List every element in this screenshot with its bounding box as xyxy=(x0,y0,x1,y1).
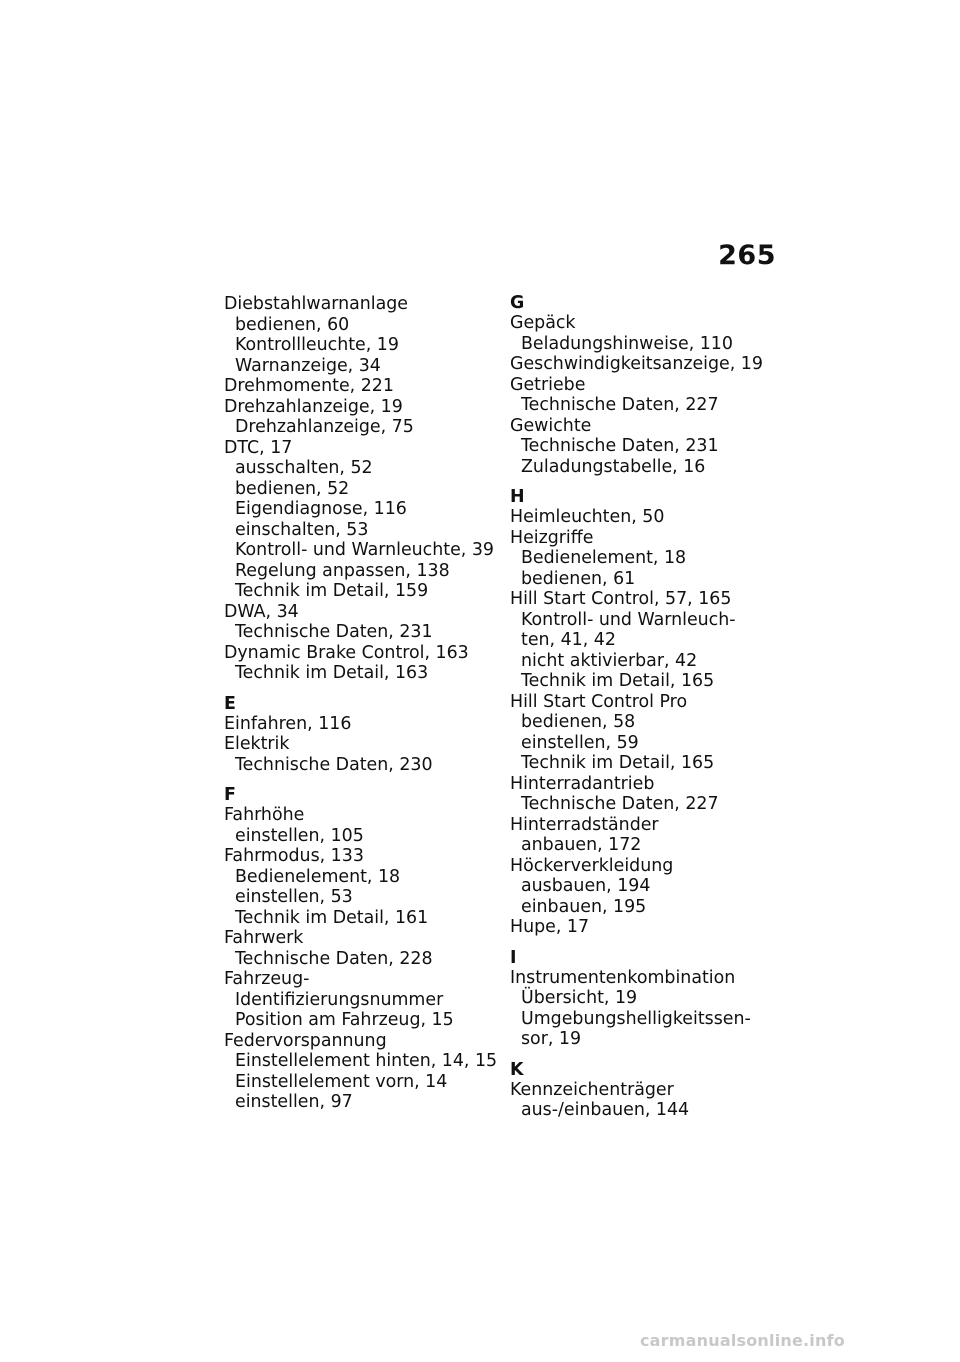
index-subentry: Kontroll- und Warnleuchte, 39 xyxy=(235,540,494,560)
index-subentry: Bedienelement, 18 xyxy=(235,866,401,887)
index-subentry: einbauen, 195 xyxy=(521,896,647,917)
index-entry: Fahrzeug- xyxy=(224,969,310,989)
index-letter-heading: G xyxy=(510,293,525,313)
index-entry: Getriebe xyxy=(510,374,586,395)
index-letter-heading: F xyxy=(224,785,236,805)
index-entry: Hupe, 17 xyxy=(510,917,590,937)
index-letter-heading: E xyxy=(224,693,236,714)
index-subentry: nicht aktivierbar, 42 xyxy=(521,650,698,671)
index-subentry: Einstellelement vorn, 14 xyxy=(235,1071,448,1092)
page-number: 265 xyxy=(718,240,776,271)
index-entry: Hinterradständer xyxy=(510,814,659,835)
index-subentry: Technik im Detail, 161 xyxy=(235,907,429,928)
index-subentry: Technik im Detail, 159 xyxy=(235,581,429,601)
index-entry: Kennzeichenträger xyxy=(510,1079,674,1100)
index-subentry: Technische Daten, 227 xyxy=(521,395,719,415)
index-subentry: Technik im Detail, 165 xyxy=(521,753,715,773)
index-entry: Höckerverkleidung xyxy=(510,855,674,876)
index-subentry: Zuladungstabelle, 16 xyxy=(521,456,706,477)
index-entry: Gewichte xyxy=(510,415,592,436)
index-subentry: ausbauen, 194 xyxy=(521,876,651,896)
index-subentry: Übersicht, 19 xyxy=(521,988,638,1008)
index-subentry: einstellen, 105 xyxy=(235,825,364,846)
index-entry: DWA, 34 xyxy=(224,601,299,622)
index-entry: Fahrwerk xyxy=(224,928,304,948)
index-letter-heading: K xyxy=(510,1059,524,1080)
index-subentry: Kontroll- und Warnleuch- xyxy=(521,609,736,630)
index-subentry: Umgebungshelligkeitssen- xyxy=(521,1008,751,1029)
index-entry: Hill Start Control Pro xyxy=(510,691,688,712)
index-entry: Diebstahlwarnanlage xyxy=(224,294,409,314)
index-subentry: Einstellelement hinten, 14, 15 xyxy=(235,1051,498,1071)
index-subentry: Eigendiagnose, 116 xyxy=(235,499,407,519)
index-entry: Hill Start Control, 57, 165 xyxy=(510,589,732,609)
index-subentry: Technische Daten, 231 xyxy=(235,622,433,642)
index-column-left xyxy=(224,294,499,1113)
index-subentry: bedienen, 52 xyxy=(235,478,350,499)
index-subentry: Position am Fahrzeug, 15 xyxy=(235,1010,454,1030)
index-subentry: bedienen, 60 xyxy=(235,314,350,335)
index-subentry: Drehzahlanzeige, 75 xyxy=(235,417,414,437)
index-subentry: Regelung anpassen, 138 xyxy=(235,560,450,581)
index-subentry: anbauen, 172 xyxy=(521,835,642,855)
index-entry: Fahrmodus, 133 xyxy=(224,846,364,866)
index-entry: Elektrik xyxy=(224,734,290,754)
index-subentry: ten, 41, 42 xyxy=(521,630,616,650)
index-entry: Federvorspannung xyxy=(224,1030,387,1051)
index-entry: Drehzahlanzeige, 19 xyxy=(224,396,403,417)
index-entry: Hinterradantrieb xyxy=(510,773,655,794)
index-subentry: Technik im Detail, 163 xyxy=(235,663,429,683)
index-entry: Gepäck xyxy=(510,313,576,333)
index-subentry: Bedienelement, 18 xyxy=(521,548,687,568)
index-subentry: einstellen, 59 xyxy=(521,732,639,753)
index-subentry: Warnanzeige, 34 xyxy=(235,355,381,376)
index-subentry: Kontrollleuchte, 19 xyxy=(235,335,399,355)
index-letter-heading: I xyxy=(510,947,517,968)
index-subentry: sor, 19 xyxy=(521,1029,582,1049)
index-entry: Fahrhöhe xyxy=(224,805,305,825)
index-subentry: Beladungshinweise, 110 xyxy=(521,333,733,354)
index-column-right xyxy=(510,294,770,1121)
index-entry: Heizgriffe xyxy=(510,527,594,548)
index-entry: Dynamic Brake Control, 163 xyxy=(224,642,469,663)
index-subentry: Identifizierungsnummer xyxy=(235,989,444,1010)
index-subentry: Technische Daten, 231 xyxy=(521,436,719,456)
index-subentry: Technische Daten, 228 xyxy=(235,948,433,969)
index-subentry: aus-/einbauen, 144 xyxy=(521,1100,690,1120)
watermark: carmanualsonline.info xyxy=(640,1331,845,1350)
index-subentry: Technische Daten, 227 xyxy=(521,794,719,814)
index-subentry: Technik im Detail, 165 xyxy=(521,671,715,691)
index-subentry: Technische Daten, 230 xyxy=(235,754,433,775)
index-entry: Drehmomente, 221 xyxy=(224,376,394,396)
index-entry: Heimleuchten, 50 xyxy=(510,507,665,527)
index-subentry: bedienen, 61 xyxy=(521,568,636,589)
index-subentry: einschalten, 53 xyxy=(235,519,369,540)
index-letter-heading: H xyxy=(510,487,525,507)
index-entry: Geschwindigkeitsanzeige, 19 xyxy=(510,354,763,374)
index-entry: DTC, 17 xyxy=(224,437,293,458)
index-subentry: ausschalten, 52 xyxy=(235,458,373,478)
index-entry: Einfahren, 116 xyxy=(224,713,352,734)
index-subentry: bedienen, 58 xyxy=(521,712,636,732)
index-entry: Instrumentenkombination xyxy=(510,967,736,988)
index-subentry: einstellen, 53 xyxy=(235,887,353,907)
index-subentry: einstellen, 97 xyxy=(235,1092,353,1112)
